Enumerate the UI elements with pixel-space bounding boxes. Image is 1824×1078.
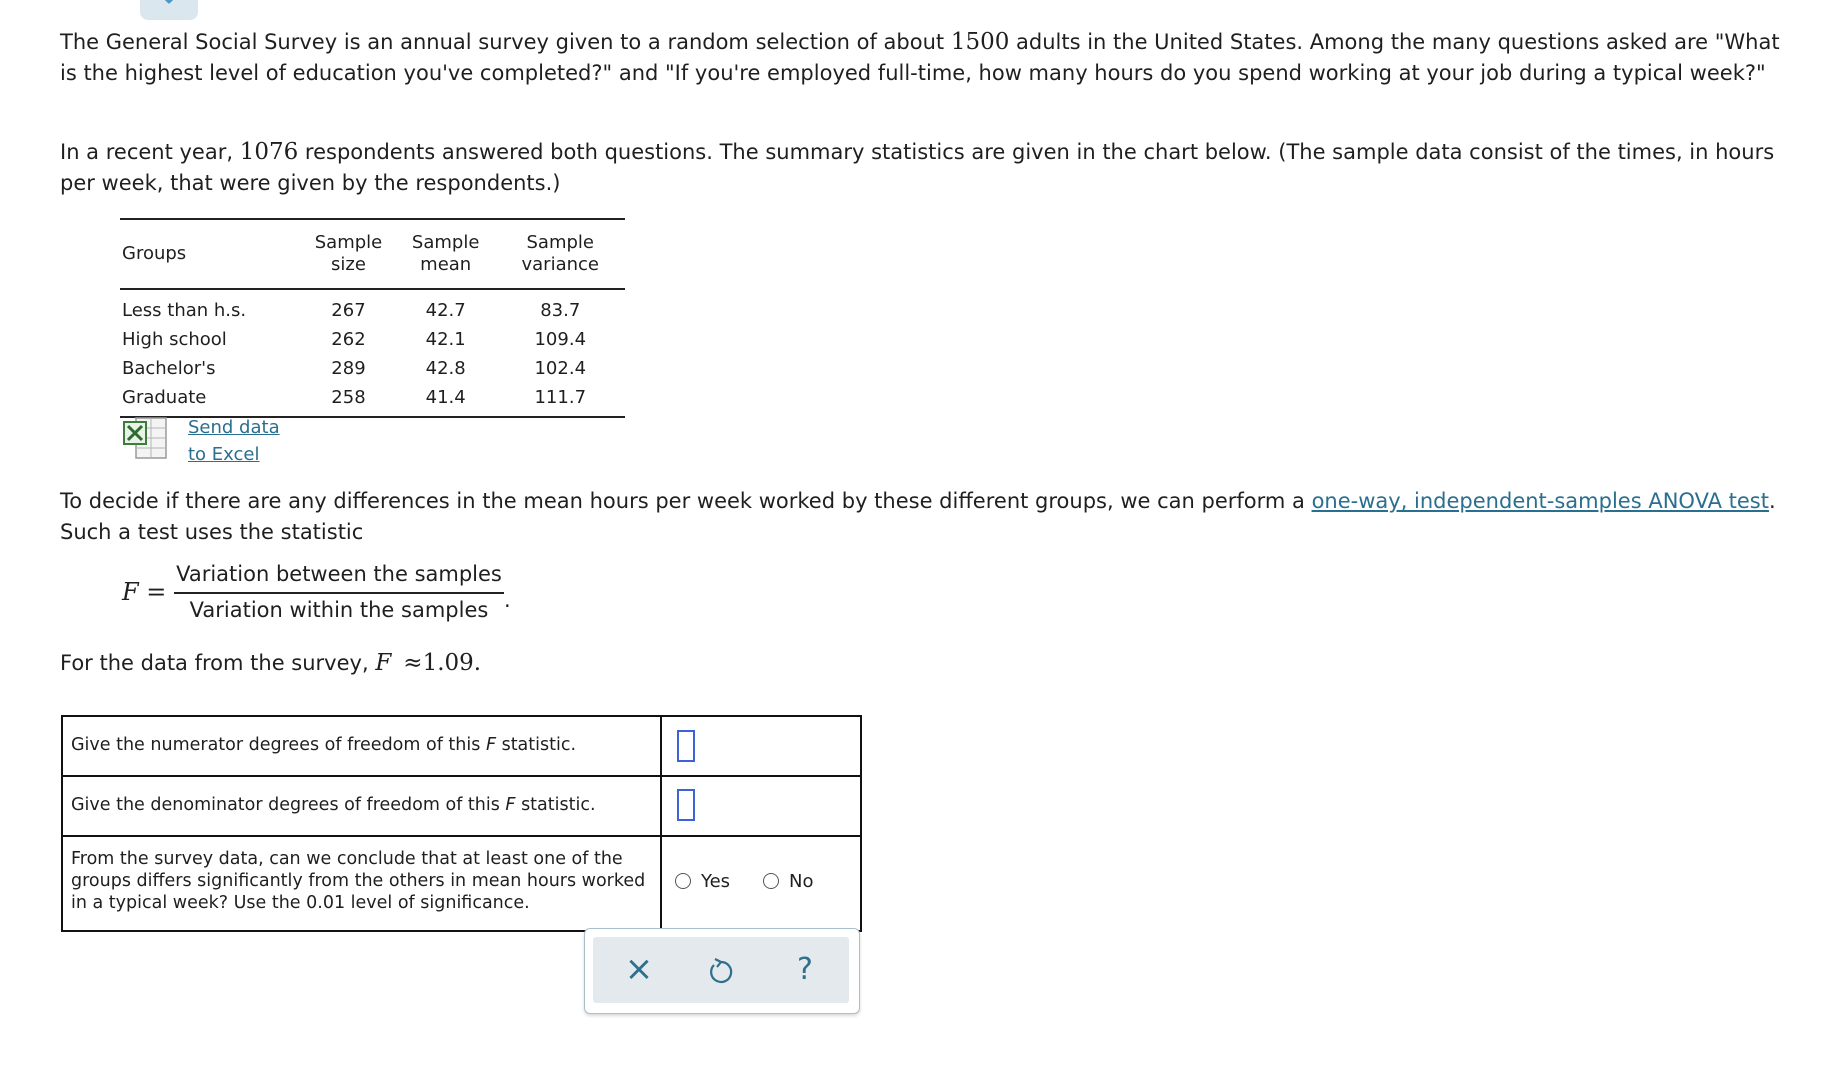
to-excel-text[interactable]: to Excel xyxy=(188,444,260,465)
header-sample-size: Sample size xyxy=(301,219,396,289)
collapse-tab[interactable] xyxy=(140,0,198,20)
conclusion-question: From the survey data, can we conclude that at least one of the groups differs significantly from the others in mean hours worked in a typical week? Use the 0.01 level of significance. xyxy=(71,849,646,913)
group-cell: Less than h.s. xyxy=(122,300,247,321)
fraction xyxy=(174,560,504,622)
sample-about-number: 1500 xyxy=(950,29,1010,55)
numerator-question: Give the numerator degrees of freedom of this F statistic. xyxy=(71,735,577,755)
header-groups: Groups xyxy=(120,219,301,289)
question-row-denominator xyxy=(63,777,860,837)
formula-period: . xyxy=(504,588,511,612)
denominator-text: Variation within the samples xyxy=(189,598,489,622)
intro-text-cont: adults in the United States. Among the many questions asked are "What is the highest level of education you've completed?" and "If you're employed full-time, how many hours do you spend working at your job during a typical week?" xyxy=(60,30,1780,85)
table-row xyxy=(120,289,625,325)
help-icon[interactable]: ? xyxy=(797,952,813,987)
numerator-df-input[interactable] xyxy=(677,730,695,762)
denominator-df-input[interactable] xyxy=(677,789,695,821)
action-bar xyxy=(584,928,860,1014)
variance-cell: 83.7 xyxy=(540,300,581,321)
close-icon[interactable]: × xyxy=(624,949,654,989)
group-cell: High school xyxy=(122,329,227,350)
table-row xyxy=(120,383,625,417)
anova-text: To decide if there are any differences in the mean hours per week worked by these different groups, we can perform a xyxy=(60,489,1312,513)
size-cell: 267 xyxy=(331,300,366,321)
table-row xyxy=(120,325,625,354)
send-to-excel-link[interactable] xyxy=(188,414,280,468)
summary-table xyxy=(120,218,625,418)
result-period: . xyxy=(473,650,482,676)
size-cell: 262 xyxy=(331,329,366,350)
mean-cell: 42.7 xyxy=(425,300,466,321)
mean-cell: 42.8 xyxy=(425,358,466,379)
denominator-question: Give the denominator degrees of freedom of this F statistic. xyxy=(71,795,596,815)
yes-label[interactable]: Yes xyxy=(701,871,731,892)
result-f-var: F xyxy=(375,650,392,676)
yes-radio[interactable] xyxy=(675,871,730,892)
question-grid xyxy=(61,715,862,932)
intro-paragraph-1 xyxy=(60,27,1780,89)
anova-link[interactable]: one-way, independent-samples ANOVA test xyxy=(1311,489,1769,513)
intro-text: The General Social Survey is an annual survey given to a random selection of about xyxy=(60,30,951,54)
question-row-numerator xyxy=(63,717,860,777)
approx-sign: ≈ xyxy=(403,650,423,676)
header-sample-variance: Sample variance xyxy=(496,219,625,289)
intro-paragraph-2 xyxy=(60,137,1780,199)
send-data-text[interactable]: Send data xyxy=(188,417,280,438)
group-cell: Graduate xyxy=(120,383,301,417)
recent-year-text-cont: respondents answered both questions. The summary statistics are given in the chart below. (The sample data consist of the times, in hours per week, that were given by the respondents.) xyxy=(60,140,1775,195)
anova-paragraph xyxy=(60,486,1780,548)
size-cell: 258 xyxy=(301,383,396,417)
action-bar-inner xyxy=(593,937,849,1003)
no-label[interactable]: No xyxy=(789,871,814,892)
radio-circle[interactable] xyxy=(675,873,691,889)
variance-cell: 102.4 xyxy=(534,358,587,379)
clear-button[interactable] xyxy=(619,951,659,991)
result-line xyxy=(60,648,1780,679)
no-radio[interactable] xyxy=(763,871,813,892)
header-sample-mean: Sample mean xyxy=(396,219,496,289)
group-cell: Bachelor's xyxy=(122,358,216,379)
respondents-number: 1076 xyxy=(239,139,299,165)
numerator-text: Variation between the samples xyxy=(174,560,504,594)
f-symbol: F = xyxy=(122,578,167,606)
recent-year-text: In a recent year, xyxy=(60,140,240,164)
mean-cell: 41.4 xyxy=(396,383,496,417)
undo-icon[interactable] xyxy=(701,951,741,991)
radio-circle[interactable] xyxy=(763,873,779,889)
variance-cell: 111.7 xyxy=(496,383,625,417)
help-button[interactable] xyxy=(785,951,825,991)
excel-icon[interactable] xyxy=(122,414,172,466)
result-text: For the data from the survey, xyxy=(60,651,376,675)
undo-button[interactable] xyxy=(701,951,741,991)
anova-text-cont: . Such a test uses the statistic xyxy=(60,489,1776,544)
question-row-conclusion xyxy=(63,837,860,928)
table-row xyxy=(120,354,625,383)
chevron-down-icon xyxy=(158,0,180,6)
mean-cell: 42.1 xyxy=(425,329,466,350)
size-cell: 289 xyxy=(331,358,366,379)
variance-cell: 109.4 xyxy=(534,329,587,350)
f-value: 1.09 xyxy=(422,650,474,676)
